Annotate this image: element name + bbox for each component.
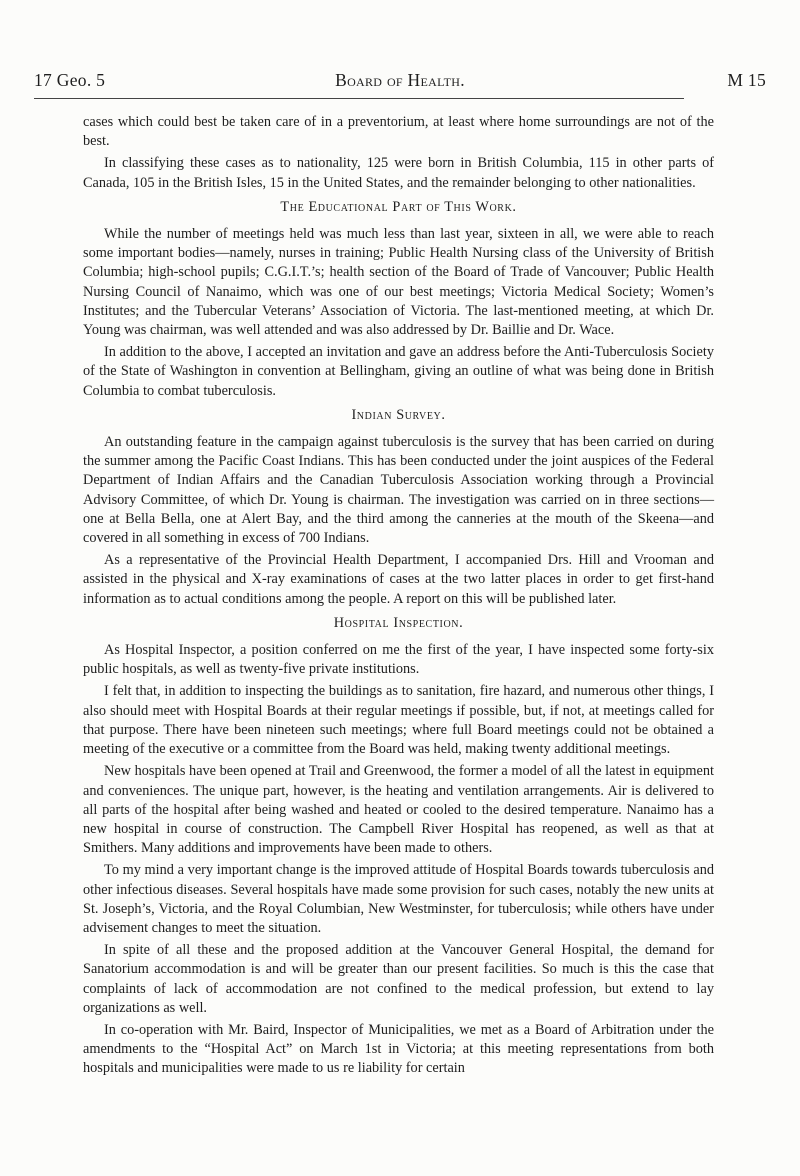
section-heading: The Educational Part of This Work. [280, 198, 517, 215]
paragraph: In classifying these cases as to nationality, 125 were born in British Columbia, 115 in other parts of Canada, 105 in the British Isles, 15 in the United States, and the remainder belonging to other nationalities. [83, 155, 714, 191]
section-heading: Indian Survey. [351, 406, 446, 423]
body-text [83, 113, 714, 1082]
paragraph: cases which could best be taken care of in a preventorium, at least where home surroundings are not of the best. [83, 114, 714, 150]
header-session: 17 Geo. 5 [34, 70, 106, 90]
header-title: Board of Health. [335, 70, 465, 90]
paragraph: An outstanding feature in the campaign against tuberculosis is the survey that has been carried on during the summer among the Pacific Coast Indians. This has been conducted under the joint auspices of the Federal Department of Indian Affairs and the Canadian Tuberculosis Association working through a Provincial Advisory Committee, of which Dr. Young is chairman. The investigation was carried on in three sections—one at Bella Bella, one at Alert Bay, and the third among the canneries at the mouth of the Skeena—and covered in all something in excess of 700 Indians. [83, 434, 714, 547]
section-heading: Hospital Inspection. [333, 614, 464, 631]
paragraph: New hospitals have been opened at Trail and Greenwood, the former a model of all the latest in equipment and conveniences. The unique part, however, is the heating and ventilation arrangements. Air is delivered to all parts of the hospital after being washed and heated or cooled to the desired temperature. Nanaimo has a new hospital in course of construction. The Campbell River Hospital has reopened, as well as that at Smithers. Many additions and improvements have been made to others. [83, 763, 714, 857]
paragraph: In spite of all these and the proposed addition at the Vancouver General Hospital, the demand for Sanatorium accommodation is and will be greater than our present facilities. So much is this the case that complaints of lack of accommodation are not confined to the medical profession, but extend to lay organizations as well. [83, 942, 714, 1016]
paragraph: As Hospital Inspector, a position conferred on me the first of the year, I have inspected some forty-six public hospitals, as well as twenty-five private institutions. [83, 642, 714, 678]
paragraph: I felt that, in addition to inspecting the buildings as to sanitation, fire hazard, and numerous other things, I also should meet with Hospital Boards at their regular meetings if possible, but, if not, at meetings called for that purpose. There have been nineteen such meetings; where full Board meetings could not be obtained a meeting of the executive or a committee from the Board was held, making twenty additional meetings. [83, 683, 714, 758]
paragraph: In addition to the above, I accepted an invitation and gave an address before the Anti-Tuberculosis Society of the State of Washington in convention at Bellingham, giving an outline of what was being done in British Columbia to combat tuberculosis. [83, 344, 714, 399]
paragraph: While the number of meetings held was much less than last year, sixteen in all, we were able to reach some important bodies—namely, nurses in training; Public Health Nursing class of the University of British Columbia; high-school pupils; C.G.I.T.’s; health section of the Board of Trade of Vancouver; Public Health Nursing Council of Nanaimo, which was one of our best meetings; Victoria Medical Society; Women’s Institutes; and the Tubercular Veterans’ Association of Victoria. The last-mentioned meeting, at which Dr. Young was chairman, was well attended and was also addressed by Dr. Baillie and Dr. Wace. [83, 226, 714, 339]
paragraph: To my mind a very important change is the improved attitude of Hospital Boards towards tuberculosis and other infectious diseases. Several hospitals have made some provision for such cases, notably the new units at St. Joseph’s, Victoria, and the Royal Columbian, New Westminster, for tuberculosis; while others have under advisement changes to meet the situation. [83, 862, 714, 936]
header-page-number: M 15 [727, 70, 766, 90]
paragraph: As a representative of the Provincial Health Department, I accompanied Drs. Hill and Vrooman and assisted in the physical and X-ray examinations of cases at the two latter places in order to get first-hand information as to actual conditions among the people. A report on this will be published later. [83, 552, 714, 607]
header-rule [34, 98, 684, 99]
paragraph: In co-operation with Mr. Baird, Inspector of Municipalities, we met as a Board of Arbitration under the amendments to the “Hospital Act” on March 1st in Victoria; at this meeting representations from both hospitals and municipalities were made to us re liability for certain [83, 1021, 714, 1077]
